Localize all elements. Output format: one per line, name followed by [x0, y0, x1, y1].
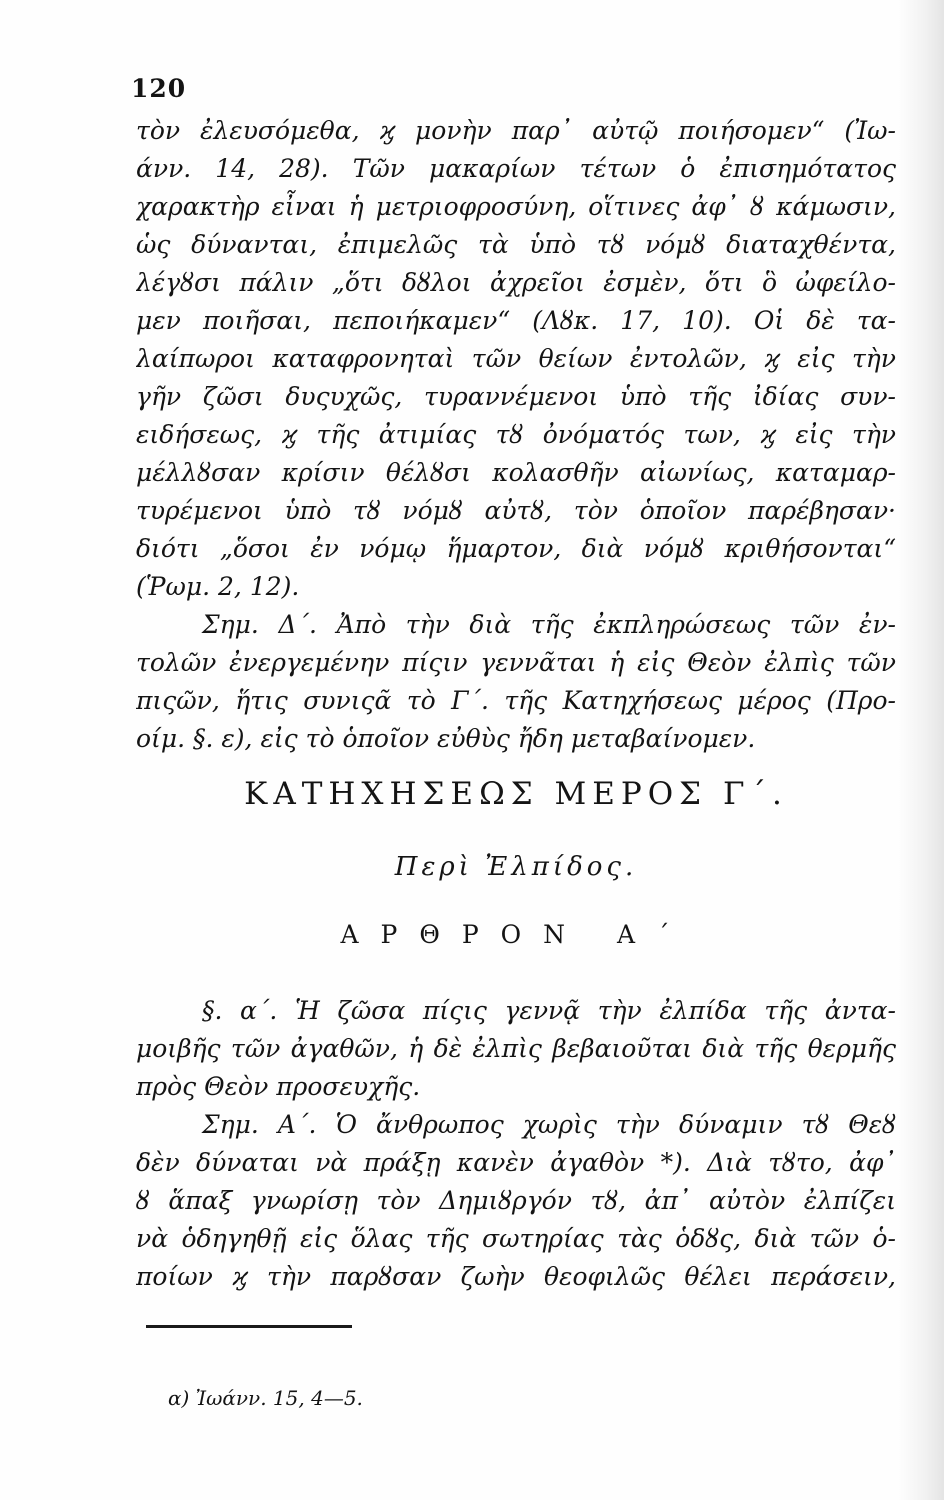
text-line: λαίπωροι καταφρονηταὶ τῶν θείων ἐντολῶν, ϗ εἰς τὴν	[136, 344, 896, 373]
body-text-bottom	[136, 992, 896, 1296]
part-subtitle: Περὶ Ἐλπίδος.	[394, 852, 638, 882]
text-line: διότι „ὅσοι ἐν νόμῳ ἥμαρτον, διὰ νόμȣ κριθήσονται“	[136, 534, 896, 563]
text-line: μέλλȣσαν κρίσιν θέλȣσι κολασθῆν αἰωνίως, καταμαρ-	[136, 458, 896, 487]
text-line: χαρακτὴρ εἶναι ἡ μετριοφροσύνη, οἵτινες ἀφ᾽ ȣ κάμωσιν,	[136, 192, 896, 221]
text-line: οίμ. §. ε), εἰς τὸ ὁποῖον εὐθὺς ἤδη μεταβαίνομεν.	[136, 724, 756, 753]
text-line: πιςῶν, ἥτις συνιςᾶ τὸ Γ΄. τῆς Κατηχήσεως μέρος (Προ-	[136, 686, 896, 715]
text-line: ȣ ἅπαξ γνωρίσῃ τὸν Δημιȣργόν τȣ, ἀπ᾽ αὐτὸν ἐλπίζει	[136, 1186, 896, 1215]
article-title: ΑΡΘΡΟΝ Α΄	[340, 920, 692, 949]
footnote: α) Ἰωάνν. 15, 4—5.	[168, 1386, 363, 1410]
text-line: πρὸς Θεὸν προσευχῆς.	[136, 1072, 421, 1101]
page-number: 120	[131, 74, 187, 103]
footnote-rule	[146, 1325, 352, 1328]
text-line: §. α΄. Ἡ ζῶσα πίςις γεννᾷ τὴν ἐλπίδα τῆς ἀντα-	[202, 996, 896, 1025]
text-line: ειδήσεως, ϗ τῆς ἀτιμίας τȣ ὀνόματός των, ϗ εἰς τὴν	[136, 420, 896, 449]
text-line: μεν ποιῆσαι, πεποιήκαμεν“ (Λȣκ. 17, 10). Οἱ δὲ τα-	[136, 306, 896, 335]
body-text-top	[136, 112, 896, 758]
part-title: ΚΑΤΗΧΗΣΕΩΣ ΜΕΡΟΣ Γ΄.	[244, 776, 788, 812]
text-line: ποίων ϗ τὴν παρȣσαν ζωὴν θεοφιλῶς θέλει περάσειν,	[136, 1262, 896, 1291]
text-line: γῆν ζῶσι δυςυχῶς, τυραννέμενοι ὑπὸ τῆς ἰδίας συν-	[136, 382, 896, 411]
text-line: τὸν ἐλευσόμεθα, ϗ μονὴν παρ᾽ αὐτῷ ποιήσομεν“ (Ἰω-	[136, 116, 896, 145]
text-line: λέγȣσι πάλιν „ὅτι δȣλοι ἀχρεῖοι ἐσμὲν, ὅτι ὃ ὠφείλο-	[136, 268, 896, 297]
text-line: Σημ. Α΄. Ὁ ἄνθρωπος χωρὶς τὴν δύναμιν τȣ Θεȣ	[202, 1110, 896, 1139]
page-edge-shadow	[898, 0, 944, 1500]
text-line: ὡς δύνανται, ἐπιμελῶς τὰ ὑπὸ τȣ νόμȣ διαταχθέντα,	[136, 230, 896, 259]
text-line: νὰ ὁδηγηθῇ εἰς ὅλας τῆς σωτηρίας τὰς ὁδȣς, διὰ τῶν ὁ-	[136, 1224, 896, 1253]
text-line: (Ῥωμ. 2, 12).	[136, 572, 300, 601]
text-line: άνν. 14, 28). Τῶν μακαρίων τέτων ὁ ἐπισημότατος	[136, 154, 896, 183]
text-line: Σημ. Δ΄. Ἀπὸ τὴν διὰ τῆς ἐκπληρώσεως τῶν ἐν-	[202, 610, 896, 639]
text-line: τυρέμενοι ὑπὸ τȣ νόμȣ αὐτȣ, τὸν ὁποῖον παρέβησαν·	[136, 496, 896, 525]
text-line: τολῶν ἐνεργεμένην πίςιν γεννᾶται ἡ εἰς Θεὸν ἐλπὶς τῶν	[136, 648, 896, 677]
text-line: δὲν δύναται νὰ πράξῃ κανὲν ἀγαθὸν *). Διὰ τȣτο, ἀφ᾽	[136, 1148, 896, 1177]
text-line: μοιβῆς τῶν ἀγαθῶν, ἡ δὲ ἐλπὶς βεβαιοῦται διὰ τῆς θερμῆς	[136, 1034, 896, 1063]
